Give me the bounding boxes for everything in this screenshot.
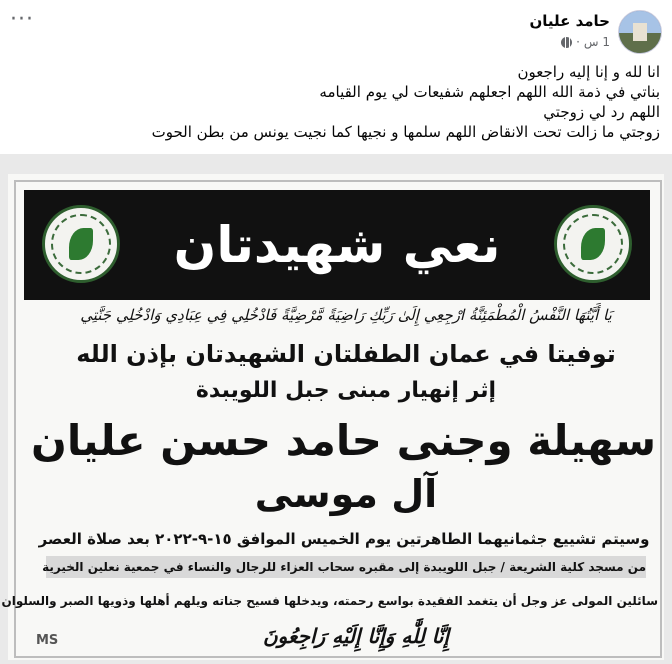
globe-icon[interactable] (561, 37, 572, 48)
notice-line-1: توفيتا في عمان الطفلتان الشهيدتان بإذن الله (76, 340, 616, 368)
more-icon[interactable]: ··· (10, 7, 34, 32)
post-meta (561, 35, 610, 49)
post-text-line: اللهم رد لي زوجتي (543, 103, 660, 121)
notice-banner (24, 190, 650, 300)
meta-separator: · (576, 35, 580, 49)
designer-logo: MS (36, 633, 59, 648)
deceased-names: سهيلة وجنى حامد حسن عليان (31, 416, 656, 465)
post-image[interactable] (0, 154, 672, 664)
post-header (0, 0, 672, 60)
notice-title: نعي شهيدتان (173, 216, 501, 274)
avatar[interactable] (618, 10, 662, 54)
obituary-notice (1, 174, 664, 660)
family-name: آل موسى (254, 472, 438, 516)
location-info: من مسجد كلية الشريعة / جبل اللويبدة إلى مقبره سحاب العزاء للرجال والنساء في جمعية نعلين الخيرية (46, 556, 646, 578)
post-text-line: بناتي في ذمة الله اللهم اجعلهم شفيعات لي يوم القيامه (319, 83, 660, 101)
prayer-text: سائلين المولى عز وجل أن يتغمد الفقيدة بواسع رحمته، ويدخلها فسيح جناته ويلهم أهلها وذويها الصبر والسلوان (1, 594, 658, 608)
author-name[interactable]: حامد عليان (529, 12, 610, 30)
notice-frame (1, 180, 662, 658)
notice-line-2: إثر إنهيار مبنى جبل اللويبدة (195, 378, 497, 403)
calligraphy-text: إِنَّا لِلَّٰهِ وَإِنَّا إِلَيْهِ رَاجِعُونَ (262, 624, 450, 648)
post-time[interactable]: 1 س (583, 35, 610, 49)
post-text (20, 62, 660, 142)
post-text-line: انا لله و إنا إليه راجعون (517, 63, 660, 81)
post-text-line: زوجتي ما زالت تحت الانقاض اللهم سلمها و نجيها كما نجيت يونس من بطن الحوت (151, 123, 660, 141)
avatar-building (633, 23, 647, 41)
quran-verse: يَا أَيَّتُهَا النَّفْسُ الْمُطْمَئِنَّةُ ارْجِعِي إِلَىٰ رَبِّكِ رَاضِيَةً مَّرْضِيَّةً فَادْخُلِي فِي عِبَادِي وَادْخُلِي جَنَّتِي (80, 306, 612, 324)
funeral-info: وسيتم تشييع جثمانيهما الطاهرتين يوم الخميس الموافق ١٥-٩-٢٠٢٢ بعد صلاة العصر (38, 530, 650, 548)
